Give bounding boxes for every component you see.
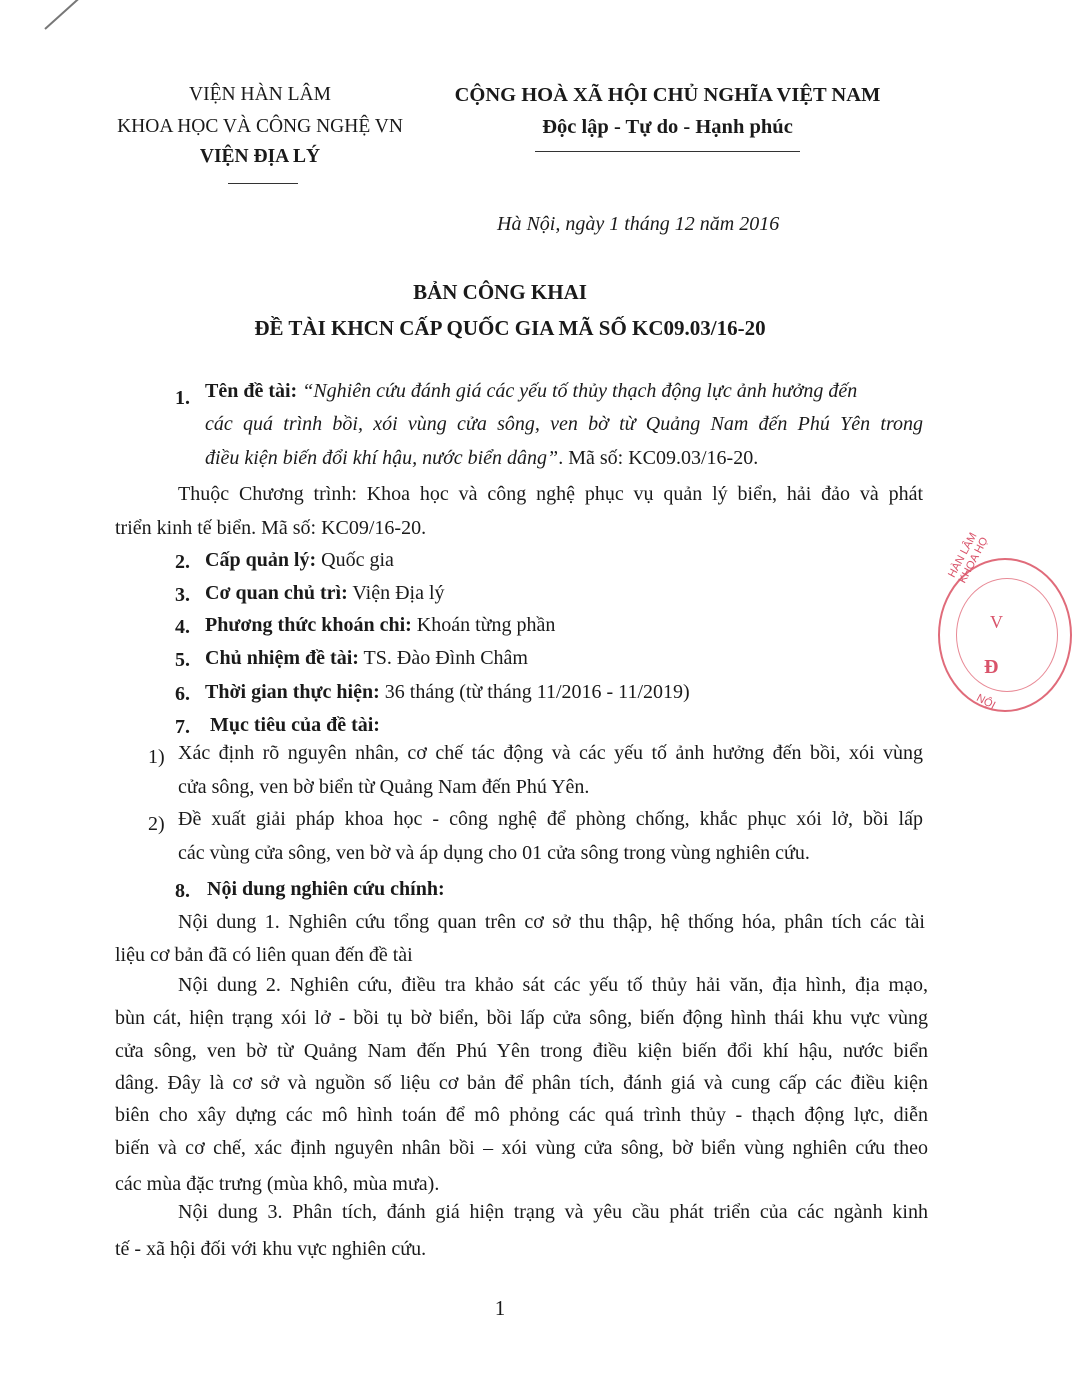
item-4-number: 4. bbox=[175, 616, 190, 638]
scan-mark bbox=[44, 0, 81, 30]
content-2-line-1: Nội dung 2. Nghiên cứu, điều tra khảo sát các yếu tố thủy hải văn, địa hình, địa mạo, bbox=[178, 974, 928, 996]
item-1-line-3 bbox=[205, 447, 758, 470]
org-line-3: VIỆN ĐỊA LÝ bbox=[199, 146, 321, 167]
item-4 bbox=[205, 614, 555, 637]
item-6-number: 6. bbox=[175, 683, 190, 705]
item-3-label: Cơ quan chủ trì: bbox=[205, 582, 348, 604]
item-2 bbox=[205, 549, 394, 572]
item-7-label: Mục tiêu của đề tài: bbox=[210, 714, 380, 736]
item-5 bbox=[205, 647, 528, 670]
item-1-code: . Mã số: KC09.03/16-20. bbox=[558, 447, 759, 469]
item-7-number: 7. bbox=[175, 716, 190, 738]
objective-1-line-1: Xác định rõ nguyên nhân, cơ chế tác động và các yếu tố ảnh hưởng đến bồi, xói vùng bbox=[178, 742, 923, 764]
nation-line-2: Độc lập - Tự do - Hạnh phúc bbox=[542, 116, 793, 138]
objective-2-number: 2) bbox=[148, 813, 165, 835]
content-2-line-7: các mùa đặc trưng (mùa khô, mùa mưa). bbox=[115, 1173, 440, 1195]
content-2-line-4: dâng. Đây là cơ sở và nguồn số liệu cơ bản để phân tích, đánh giá và cung cấp các điều kiện bbox=[115, 1072, 928, 1094]
org-underline bbox=[228, 183, 298, 184]
item-5-number: 5. bbox=[175, 649, 190, 671]
item-1-quote-3: điều kiện biến đổi khí hậu, nước biển dâng” bbox=[205, 447, 559, 469]
content-3-line-2: tế - xã hội đối với khu vực nghiên cứu. bbox=[115, 1238, 427, 1260]
item-4-label: Phương thức khoán chi: bbox=[205, 614, 412, 636]
official-stamp-inner-ring bbox=[956, 578, 1058, 692]
item-3-number: 3. bbox=[175, 584, 190, 606]
org-line-2: KHOA HỌC VÀ CÔNG NGHỆ VN bbox=[117, 116, 403, 137]
item-6-value: 36 tháng (từ tháng 11/2016 - 11/2019) bbox=[379, 681, 690, 703]
program-line-2: triển kinh tế biển. Mã số: KC09/16-20. bbox=[115, 517, 427, 539]
stamp-bottom-text: NỘI bbox=[974, 692, 998, 712]
item-3 bbox=[205, 582, 445, 605]
content-1-line-1: Nội dung 1. Nghiên cứu tổng quan trên cơ sở thu thập, hệ thống hóa, phân tích các tài bbox=[178, 911, 925, 933]
objective-1-number: 1) bbox=[148, 746, 165, 768]
item-3-value: Viện Địa lý bbox=[347, 582, 445, 604]
program-line-1: Thuộc Chương trình: Khoa học và công nghệ phục vụ quản lý biển, hải đảo và phát bbox=[178, 483, 923, 505]
stamp-ring-text: HÀN LÂM KHOA HỌ bbox=[946, 530, 991, 586]
item-5-value: TS. Đào Đình Châm bbox=[358, 647, 528, 669]
objective-2-line-2: các vùng cửa sông, ven bờ và áp dụng cho 01 cửa sông trong vùng nghiên cứu. bbox=[178, 842, 810, 864]
objective-2-line-1: Đề xuất giải pháp khoa học - công nghệ để phòng chống, khắc phục xói lở, bồi lấp bbox=[178, 808, 923, 830]
item-1-number: 1. bbox=[175, 387, 190, 409]
content-2-line-2: bùn cát, hiện trạng xói lở - bồi tụ bờ biển, bồi lấp cửa sông, biến động hình thái khu vực vùng bbox=[115, 1007, 928, 1029]
content-2-line-3: cửa sông, ven bờ từ Quảng Nam đến Phú Yên trong điều kiện biến đổi khí hậu, nước biển bbox=[115, 1040, 928, 1062]
stamp-lower-char: Đ bbox=[984, 656, 999, 678]
item-1-quote-2: các quá trình bồi, xói vùng cửa sông, ven bờ từ Quảng Nam đến Phú Yên trong bbox=[205, 413, 923, 435]
item-2-label: Cấp quản lý: bbox=[205, 549, 317, 571]
item-6 bbox=[205, 681, 690, 704]
item-6-label: Thời gian thực hiện: bbox=[205, 681, 380, 703]
page-number: 1 bbox=[494, 1296, 506, 1320]
objective-1-line-2: cửa sông, ven bờ biển từ Quảng Nam đến Phú Yên. bbox=[178, 776, 590, 798]
content-2-line-6: biến và cơ chế, xác định nguyên nhân bồi – xói vùng cửa sông, bờ biển vùng nghiên cứu theo bbox=[115, 1137, 928, 1159]
content-1-line-2: liệu cơ bản đã có liên quan đến đề tài bbox=[115, 944, 413, 966]
nation-underline bbox=[535, 151, 800, 152]
org-line-1: VIỆN HÀN LÂM bbox=[189, 84, 331, 105]
item-8-number: 8. bbox=[175, 880, 190, 902]
item-1-label: Tên đề tài: bbox=[205, 380, 298, 402]
doc-title: BẢN CÔNG KHAI bbox=[413, 280, 587, 304]
item-2-number: 2. bbox=[175, 551, 190, 573]
content-2-line-5: biên cho xây dựng các mô hình toán để mô phỏng các quá trình thủy - thạch động lực, diễn bbox=[115, 1104, 928, 1126]
item-2-value: Quốc gia bbox=[316, 549, 394, 571]
item-4-value: Khoán từng phần bbox=[411, 614, 556, 636]
doc-subtitle: ĐỀ TÀI KHCN CẤP QUỐC GIA MÃ SỐ KC09.03/16-20 bbox=[254, 316, 766, 340]
stamp-center-char: V bbox=[990, 612, 1003, 632]
item-1-line-1 bbox=[205, 380, 923, 403]
item-1-quote-1: “Nghiên cứu đánh giá các yếu tố thủy thạch động lực ảnh hưởng đến bbox=[302, 380, 858, 402]
date-line: Hà Nội, ngày 1 tháng 12 năm 2016 bbox=[497, 213, 780, 235]
item-5-label: Chủ nhiệm đề tài: bbox=[205, 647, 359, 669]
nation-line-1: CỘNG HOÀ XÃ HỘI CHỦ NGHĨA VIỆT NAM bbox=[454, 84, 881, 106]
content-3-line-1: Nội dung 3. Phân tích, đánh giá hiện trạng và yêu cầu phát triển của các ngành kinh bbox=[178, 1201, 928, 1223]
item-8-label: Nội dung nghiên cứu chính: bbox=[207, 878, 445, 900]
